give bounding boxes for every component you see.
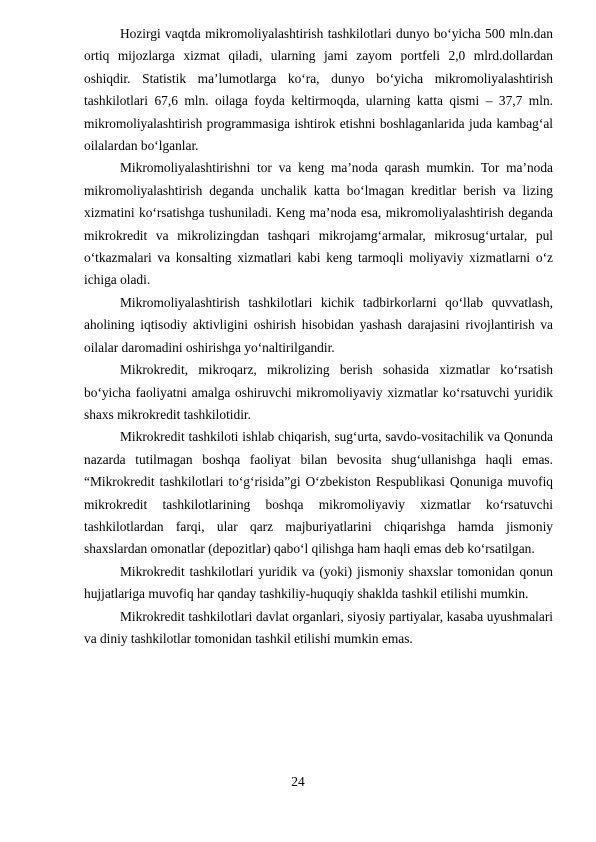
paragraph: Mikromoliyalashtirish tashkilotlari kichik tadbirkorlarni qo‘llab quvvatlash, aholining iqtisodiy aktivligini oshirish hisobidan yashash darajasini rivojlantirish va oilalar daromadini oshirishga yo‘naltirilgandir. bbox=[84, 294, 553, 355]
paragraph: Mikromoliyalashtirishni tor va keng ma’noda qarash mumkin. Tor ma’noda mikromoliyalashtirish deganda unchalik katta bo‘lmagan kreditlar berish va lizing xizmatini ko‘rsatishga tushuniladi. Keng ma’noda esa, mikromoliyalashtirish deganda mikrokredit va mikrolizingdan tashqari mikrojamg‘armalar, mikrosug‘urtalar, pul o‘tkazmalari va konsalting xizmatlari kabi keng tarmoqli moliyaviy xizmatlarni o‘z ichiga oladi. bbox=[84, 160, 553, 288]
paragraph: Mikrokredit tashkilotlari yuridik va (yoki) jismoniy shaxslar tomonidan qonun hujjatlariga muvofiq har qanday tashkiliy-huquqiy shaklda tashkil etilishi mumkin. bbox=[84, 563, 553, 602]
page-number: 24 bbox=[291, 774, 305, 789]
paragraph: Mikrokredit tashkiloti ishlab chiqarish, sug‘urta, savdo-vositachilik va Qonunda nazarda tutilmagan boshqa faoliyat bilan bevosita shug‘ullanishga haqli emas. “Mikrokredit tashkilotlari to‘g‘risida”gi O‘zbekiston Respublikasi Qonuniga muvofiq mikrokredit tashkilotlarining boshqa mikromoliyaviy xizmatlar ko‘rsatuvchi tashkilotlardan farqi, ular qarz majburiyatlarini chiqarishga hamda jismoniy shaxslardan omonatlar (depozitlar) qabo‘l qilishga ham haqli emas deb ko‘rsatilgan. bbox=[84, 429, 553, 557]
paragraph: Hozirgi vaqtda mikromoliyalashtirish tashkilotlari dunyo bo‘yicha 500 mln.dan ortiq mijozlarga xizmat qiladi, ularning jami zayom portfeli 2,0 mlrd.dollardan oshiqdir. Statistik ma’lumotlarga ko‘ra, dunyo bo‘yicha mikromoliyalashtirish tashkilotlari 67,6 mln. oilaga foyda keltirmoqda, ularning katta qismi – 37,7 mln. mikromoliyalashtirish programmasiga ishtirok etishni boshlaganlarida juda kambag‘al oilalardan bo‘lganlar. bbox=[84, 26, 553, 154]
document-body bbox=[84, 23, 553, 650]
paragraph: Mikrokredit, mikroqarz, mikrolizing berish sohasida xizmatlar ko‘rsatish bo‘yicha faoliyatni amalga oshiruvchi mikromoliyaviy xizmatlar ko‘rsatuvchi yuridik shaxs mikrokredit tashkilotidir. bbox=[84, 362, 553, 422]
paragraph: Mikrokredit tashkilotlari davlat organlari, siyosiy partiyalar, kasaba uyushmalari va diniy tashkilotlar tomonidan tashkil etilishi mumkin emas. bbox=[84, 608, 553, 646]
